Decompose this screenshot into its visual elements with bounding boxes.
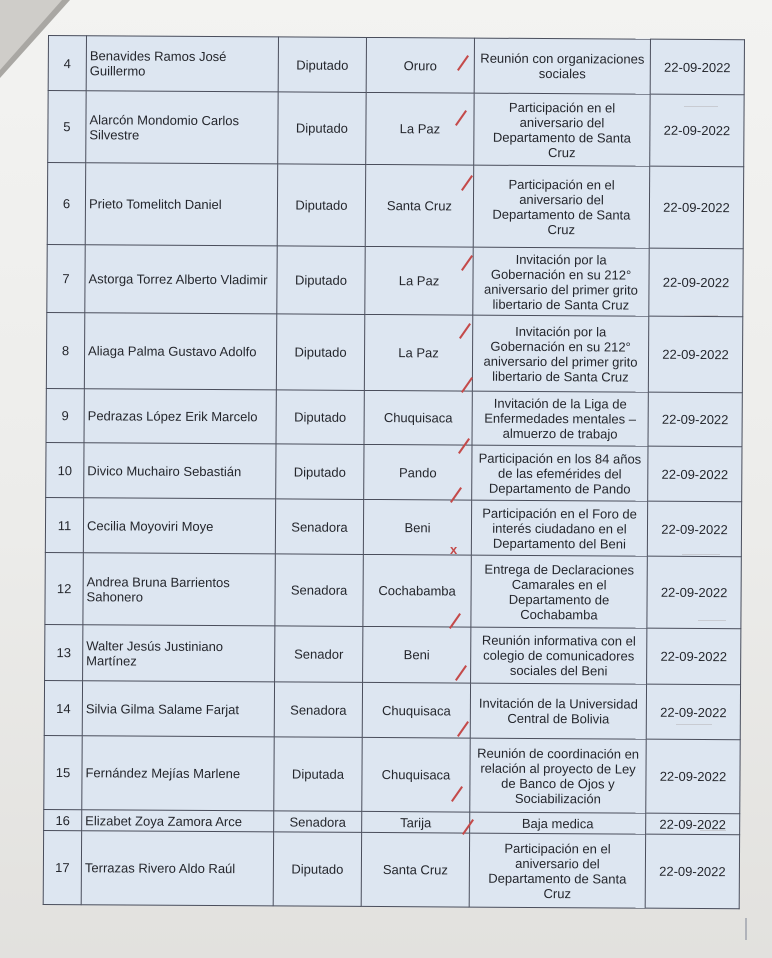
position: Diputado: [277, 164, 365, 247]
row-number: 9: [46, 388, 84, 442]
position: Diputado: [273, 832, 361, 907]
legislator-name: Aliaga Palma Gustavo Adolfo: [84, 313, 276, 390]
faint-stamp-mark: [676, 716, 712, 725]
table-row: [48, 36, 744, 95]
position: Diputada: [274, 737, 362, 812]
position: Diputado: [277, 246, 365, 315]
legislator-name: Fernández Mejías Marlene: [82, 736, 274, 811]
reason: Participación en los 84 años de las efemérides del Departamento de Pando: [472, 445, 648, 501]
table-row: [45, 552, 741, 628]
department: La Paz: [366, 92, 474, 165]
position: Senador: [275, 626, 363, 683]
legislator-name: Andrea Bruna Barrientos Sahonero: [83, 553, 275, 626]
date: 22-09-2022: [649, 248, 743, 317]
reason: Baja medica: [470, 812, 646, 834]
table-row: [43, 830, 739, 908]
reason: Participación en el Foro de interés ciudadano en el Departamento del Beni: [471, 500, 647, 556]
reason: Participación en el aniversario del Departamento de Santa Cruz: [473, 165, 649, 248]
position: Senadora: [274, 682, 362, 738]
table-row: [45, 497, 741, 556]
row-number: 8: [46, 312, 84, 388]
position: Diputado: [276, 314, 364, 391]
department: Oruro: [366, 37, 474, 93]
reason: Invitación por la Gobernación en su 212° aniversario del primer grito libertario de Santa Cruz: [473, 247, 649, 316]
department: Chuquisaca: [362, 682, 470, 738]
faint-stamp-mark: [684, 307, 718, 316]
cross-mark-icon: x: [450, 542, 458, 557]
date: 22-09-2022: [649, 166, 743, 249]
legislator-name: Terrazas Rivero Aldo Raúl: [81, 831, 273, 906]
table-row: [44, 735, 740, 813]
faint-stamp-mark: [700, 822, 726, 831]
position: Diputado: [276, 390, 364, 445]
row-number: 11: [45, 497, 83, 552]
date: 22-09-2022: [648, 316, 742, 393]
legislator-name: Alarcón Mondomio Carlos Silvestre: [86, 91, 278, 164]
department: Chuquisaca: [362, 737, 470, 812]
legislator-name: Astorga Torrez Alberto Vladimir: [85, 245, 277, 314]
department: Beni: [363, 499, 471, 555]
row-number: 6: [47, 163, 86, 245]
date: 22-09-2022: [648, 392, 742, 447]
table-row: [47, 244, 743, 316]
department: Pando: [364, 444, 472, 500]
legislator-name: Divico Muchairo Sebastián: [84, 443, 276, 499]
position: Senadora: [274, 811, 362, 833]
position: Diputado: [278, 92, 366, 165]
table-row: [48, 91, 744, 167]
reason: Invitación de la Universidad Central de Bolivia: [470, 683, 646, 739]
reason: Invitación por la Gobernación en su 212° aniversario del primer grito libertario de Santa Cruz: [472, 315, 648, 392]
reason: Invitación de la Liga de Enfermedades mentales – almuerzo de trabajo: [472, 391, 648, 446]
date: 22-09-2022: [648, 446, 742, 502]
department: Tarija: [362, 811, 470, 833]
table-row: [44, 680, 740, 739]
table-row: [46, 442, 742, 501]
date: 22-09-2022: [647, 501, 741, 557]
position: Senadora: [275, 499, 363, 555]
row-number: 4: [48, 36, 86, 91]
row-number: 13: [45, 624, 83, 680]
department: Beni: [363, 626, 471, 683]
reason: Reunión con organizaciones sociales: [474, 38, 650, 94]
legislator-travel-table: [43, 35, 745, 909]
department: La Paz: [365, 246, 473, 315]
table-row: [46, 312, 742, 392]
date: 22-09-2022: [647, 556, 741, 629]
table-row: [45, 624, 741, 684]
reason: Reunión de coordinación en relación al proyecto de Ley de Banco de Ojos y Sociabilización: [470, 738, 646, 813]
row-number: 16: [44, 809, 82, 830]
date: 22-09-2022: [646, 684, 740, 740]
date: 22-09-2022: [646, 739, 740, 814]
faint-stamp-mark: [684, 98, 718, 107]
date: 22-09-2022: [650, 94, 744, 167]
department: La Paz: [364, 314, 472, 391]
row-number: 12: [45, 552, 83, 624]
position: Diputado: [278, 37, 366, 93]
reason: Participación en el aniversario del Departamento de Santa Cruz: [469, 833, 645, 908]
department: Cochabamba: [363, 554, 471, 627]
row-number: 5: [48, 91, 86, 163]
reason: Participación en el aniversario del Departamento de Santa Cruz: [474, 93, 650, 166]
position: Senadora: [275, 554, 363, 627]
date: 22-09-2022: [647, 628, 741, 685]
table-row: [46, 388, 742, 446]
date: 22-09-2022: [650, 39, 744, 95]
date: 22-09-2022: [646, 813, 740, 835]
department: Santa Cruz: [361, 832, 469, 907]
reason: Reunión informativa con el colegio de comunicadores sociales del Beni: [471, 627, 647, 684]
position: Diputado: [276, 444, 364, 500]
row-number: 17: [43, 830, 81, 904]
row-number: 14: [44, 680, 82, 735]
legislator-name: Walter Jesús Justiniano Martínez: [83, 625, 275, 682]
faint-stamp-mark: [682, 546, 720, 555]
legislator-name: Benavides Ramos José Guillermo: [86, 36, 278, 92]
department: Chuquisaca: [364, 390, 472, 445]
row-number: 7: [47, 244, 85, 312]
legislator-name: Prieto Tomelitch Daniel: [85, 163, 277, 246]
table-row: [47, 163, 743, 249]
row-number: 15: [44, 735, 82, 809]
legislator-name: Pedrazas López Erik Marcelo: [84, 389, 276, 444]
legislator-name: Elizabet Zoya Zamora Arce: [82, 810, 274, 832]
department: Santa Cruz: [365, 164, 473, 247]
reason: Entrega de Declaraciones Camarales en el Departamento de Cochabamba: [471, 555, 647, 628]
legislator-name: Cecilia Moyoviri Moye: [83, 498, 275, 554]
page-edge-mark: [745, 918, 747, 940]
legislator-name: Silvia Gilma Salame Farjat: [82, 681, 274, 737]
faint-stamp-mark: [698, 612, 726, 621]
row-number: 10: [46, 442, 84, 497]
date: 22-09-2022: [645, 834, 739, 909]
